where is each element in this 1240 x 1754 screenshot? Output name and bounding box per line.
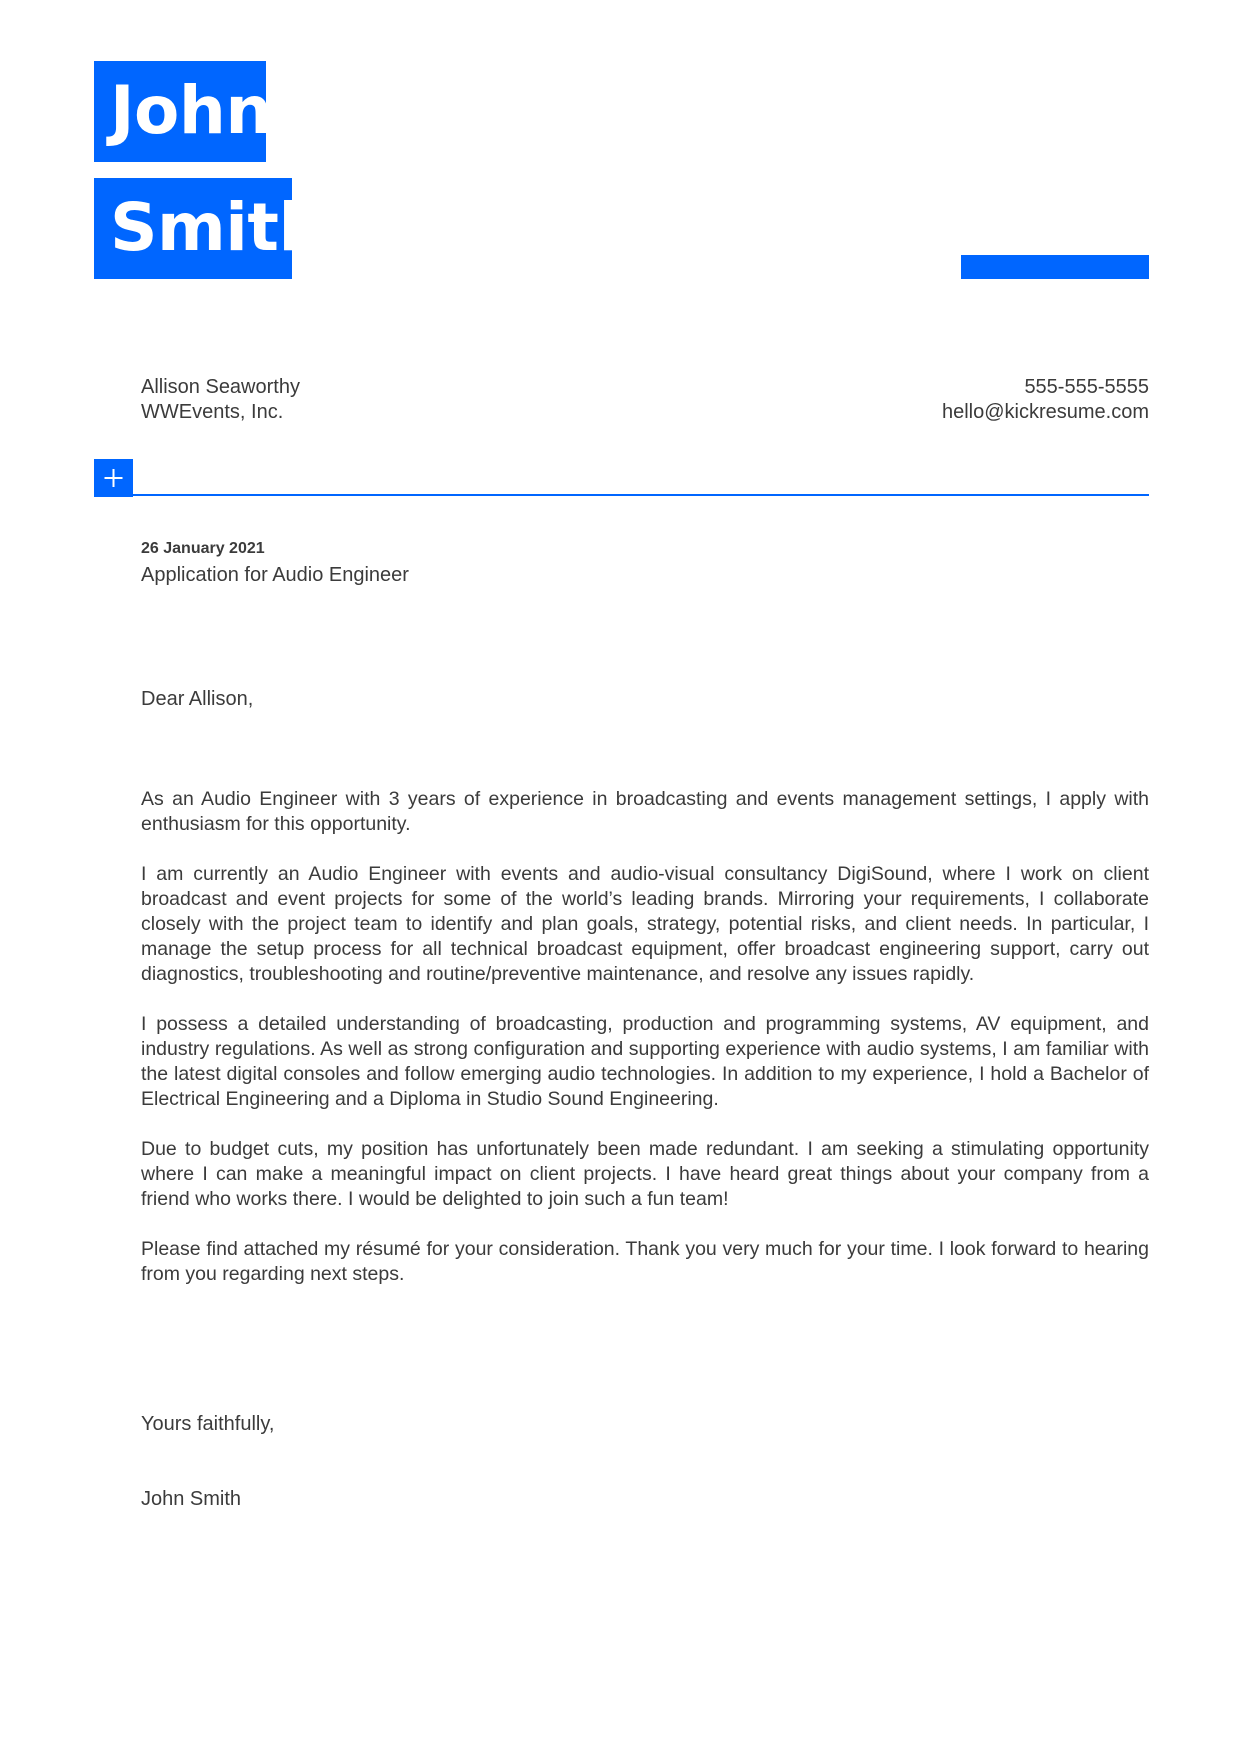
recipient-info [141,375,300,425]
contact-email: hello@kickresume.com [941,401,1149,423]
letter-subject: Application for Audio Engineer [141,564,409,586]
accent-bar [961,255,1149,279]
letter-body [141,787,1149,1312]
salutation: Dear Allison, [141,688,254,710]
first-name-block [94,61,272,162]
body-paragraph: I possess a detailed understanding of broadcasting, production and programming systems, AV equipment, and industry regulations. As well as strong configuration and supporting experience with audio systems, I am familiar with the latest digital consoles and follow emerging audio technologies. In addition to my experience, I hold a Bachelor of Electrical Engineering and a Diploma in Studio Sound Engineering. [141,1013,1149,1110]
contact-info [942,375,1149,425]
signature: John Smith [141,1488,242,1510]
first-name: John [110,72,272,149]
body-paragraph: Please find attached my résumé for your consideration. Thank you very much for your time. I look forward to hearing from you regarding next steps. [141,1238,1149,1285]
body-paragraph: Due to budget cuts, my position has unfortunately been made redundant. I am seeking a stimulating opportunity where I can make a meaningful impact on client projects. I have heard great things about your company from a friend who works there. I would be delighted to join such a fun team! [141,1138,1149,1210]
last-name: Smith [110,189,325,266]
closing: Yours faithfully, [141,1413,275,1435]
recipient-name: Allison Seaworthy [141,376,300,398]
body-paragraph: As an Audio Engineer with 3 years of experience in broadcasting and events management settings, I apply with enthusiasm for this opportunity. [141,788,1149,835]
plus-icon [94,459,133,497]
section-divider [133,494,1149,496]
recipient-company: WWEvents, Inc. [141,401,284,423]
body-paragraph: I am currently an Audio Engineer with events and audio-visual consultancy DigiSound, where I work on client broadcast and event projects for some of the world’s leading brands. Mirroring your requirements, I collaborate closely with the project team to identify and plan goals, strategy, potential risks, and client needs. In particular, I manage the setup process for all technical broadcast equipment, offer broadcast engineering support, carry out diagnostics, troubleshooting and routine/preventive maintenance, and resolve any issues rapidly. [141,863,1149,985]
letter-date: 26 January 2021 [141,540,265,557]
contact-phone: 555-555-5555 [1024,376,1149,398]
last-name-block [94,178,325,279]
